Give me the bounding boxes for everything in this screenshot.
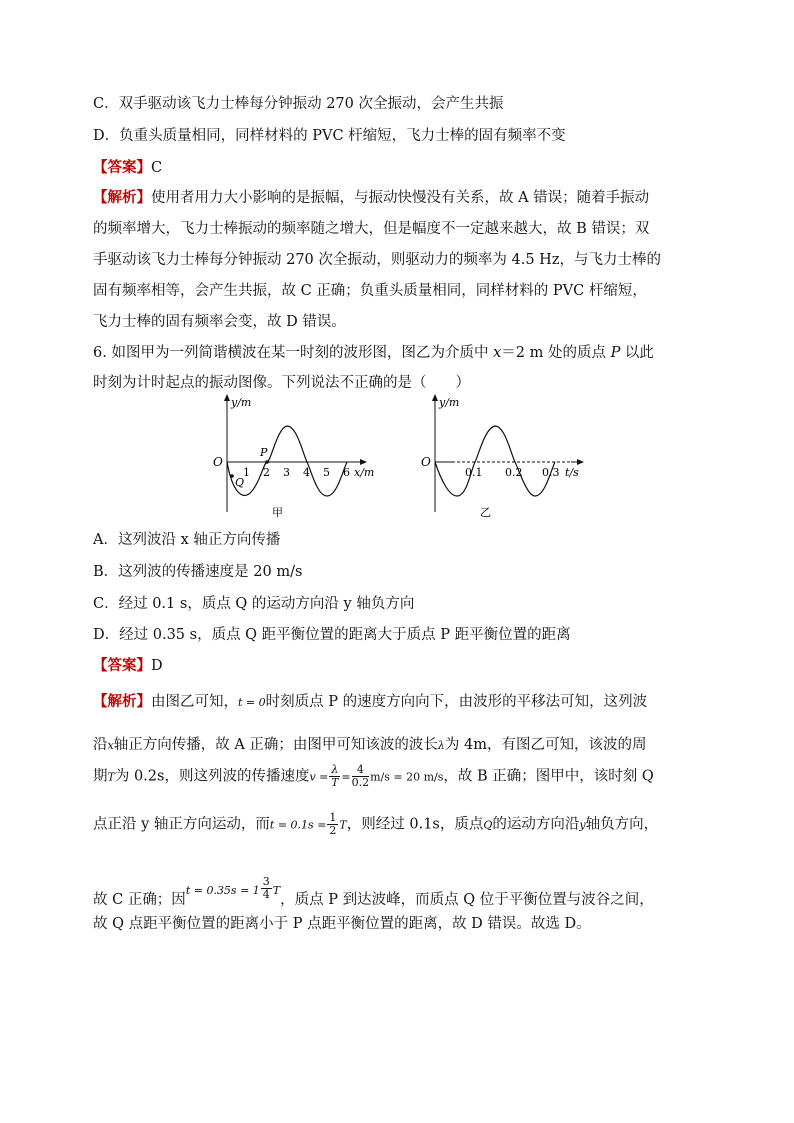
q5-analysis-line-3: 手驱动该飞力士棒每分钟振动 270 次全振动，则驱动力的频率为 4.5 Hz，与飞力士棒的 [93,252,661,268]
q5-analysis-line-4: 固有频率相等，会产生共振，故 C 正确；负重头质量相同，同样材料的 PVC 杆缩短， [93,283,647,299]
tick-0-1: 0.1 [465,466,483,479]
caption-yi: 乙 [480,506,491,519]
analysis-text: 由图乙可知， [151,694,238,710]
q6-analysis-line-4 [93,812,658,837]
q5-analysis-line-2: 的频率增大，飞力士棒振动的频率随之增大，但是幅度不一定越来越大，故 B 错误；双 [93,221,650,237]
formula-t: t = 0.35s = 1 [185,884,260,897]
point-p [265,460,269,464]
analysis-text: 使用者用力大小影响的是振幅，与振动快慢没有关系，故 A 错误；随着手振动 [151,190,650,206]
tick-0-2: 0.2 [505,466,523,479]
caption-jia: 甲 [272,506,283,519]
stem-var-x: x [493,345,502,361]
answer-tag: 【答案】 [93,657,151,674]
fraction-3-over-4 [261,876,272,901]
stem-text: 以此 [620,345,654,361]
analysis-text: 轴正方向传播，故 A 正确；由图甲可知该波的波长 [113,737,438,753]
tick-6: 6 [343,466,350,479]
point-q-label: Q [235,476,245,489]
analysis-text: 轴负方向， [585,816,659,833]
var-Q: Q [483,818,493,832]
var-lambda: λ [437,739,445,752]
tick-3: 3 [283,466,290,479]
point-p-label: P [260,446,268,459]
analysis-tag: 【解析】 [93,189,151,206]
t-axis-arrow [577,459,584,465]
y-axis-label: y/m [231,396,252,409]
q6-analysis-line-1 [93,690,647,711]
frac-num: λ [331,763,339,776]
analysis-text: 点正沿 y 轴正方向运动，而 [93,816,270,833]
var-y: y [579,818,586,832]
q5-answer [93,156,162,177]
analysis-text: 沿 [93,737,108,753]
q5-analysis-line-5: 飞力士棒的固有频率会变，故 D 错误。 [93,314,346,330]
origin-label: O [421,455,431,469]
frac-den: 0.2 [351,776,370,789]
analysis-text: ，故 B 正确；图甲中，该时刻 Q [443,768,654,785]
q6-analysis-line-5 [93,876,654,909]
frac-num: 3 [262,875,270,888]
answer-tag: 【答案】 [93,159,151,176]
analysis-text: 时刻质点 P 的速度方向向下，由波形的平移法可知，这列波 [265,694,648,710]
q6-stem-line-1 [93,341,654,362]
formula-t0: t = 0 [238,696,266,709]
y-axis-label: y/m [439,396,460,409]
analysis-text: 期 [93,768,108,785]
analysis-text: 为 0.2s，则这列波的传播速度 [114,768,310,785]
x-axis-arrow [360,459,367,465]
fraction-1-over-2 [327,812,338,837]
q6-option-d: D．经过 0.35 s，质点 Q 距平衡位置的距离大于质点 P 距平衡位置的距离 [93,627,571,643]
tick-5: 5 [323,466,330,479]
waveform-yi [435,426,555,496]
q6-analysis-line-6: 故 Q 点距平衡位置的距离小于 P 点距平衡位置的距离，故 D 错误。故选 D。 [93,916,591,932]
stem-text: ＝2 m 处的质点 [501,345,611,361]
frac-den: 2 [329,824,337,837]
figures-svg [205,390,605,520]
q6-option-a: A．这列波沿 x 轴正方向传播 [93,532,281,548]
q5-analysis-line-1 [93,186,649,207]
formula-result: m/s = 20 m/s [370,770,444,784]
t-axis-label: t/s [565,466,579,479]
fraction-lambda-over-T [329,764,340,789]
tick-2: 2 [263,466,270,479]
tick-1: 1 [243,466,250,479]
stem-var-p: P [610,345,621,361]
var-T: T [339,818,347,832]
frac-num: 1 [329,811,337,824]
formula-t: t = 0.1s = [269,818,327,832]
tick-0-3: 0.3 [542,466,560,479]
analysis-tag: 【解析】 [93,693,151,710]
stem-text: 6. 如图甲为一列简谐横波在某一时刻的波形图，图乙为介质中 [93,345,494,361]
q5-option-c: C．双手驱动该飞力士棒每分钟振动 270 次全振动，会产生共振 [93,96,504,112]
analysis-text: 为 4m，有图乙可知，该波的周 [444,737,647,753]
origin-label: O [213,455,223,469]
q6-stem-line-2: 时刻为计时起点的振动图像。下列说法不正确的是（ ） [93,375,470,391]
frac-den: 4 [262,888,270,901]
equals: = [341,770,351,784]
q6-option-b: B．这列波的传播速度是 20 m/s [93,564,303,580]
frac-num: 4 [352,764,370,777]
answer-value: C [151,160,163,176]
var-T: T [107,770,115,784]
waveform-jia [227,426,347,496]
x-axis-label: x/m [354,466,375,479]
var-T: T [272,884,281,897]
analysis-text: 的运动方向沿 [492,816,580,833]
q6-answer [93,654,163,675]
tick-labels-yi [465,466,560,479]
frac-den: T [331,776,339,789]
fraction-4-over-0-2 [352,764,370,789]
y-axis-arrow [224,394,230,401]
wave-figures [205,390,605,520]
var-x: x [107,739,114,752]
analysis-text: ，质点 P 到达波峰，而质点 Q 位于平衡位置与波谷之间， [280,892,654,908]
q5-option-d: D．负重头质量相同，同样材料的 PVC 杆缩短，飞力士棒的固有频率不变 [93,128,566,144]
q6-option-c: C．经过 0.1 s，质点 Q 的运动方向沿 y 轴负方向 [93,596,415,612]
formula-v: v = [309,770,329,784]
answer-value: D [151,658,163,674]
y-axis-arrow [432,394,438,401]
analysis-text: 故 C 正确；因 [93,892,186,908]
figure-jia [213,394,374,519]
tick-4: 4 [303,466,310,479]
point-q [230,474,234,478]
figure-yi [421,394,584,519]
q6-analysis-line-2 [93,733,647,754]
q6-analysis-line-3 [93,764,654,789]
analysis-text: ，则经过 0.1s，质点 [346,816,484,833]
